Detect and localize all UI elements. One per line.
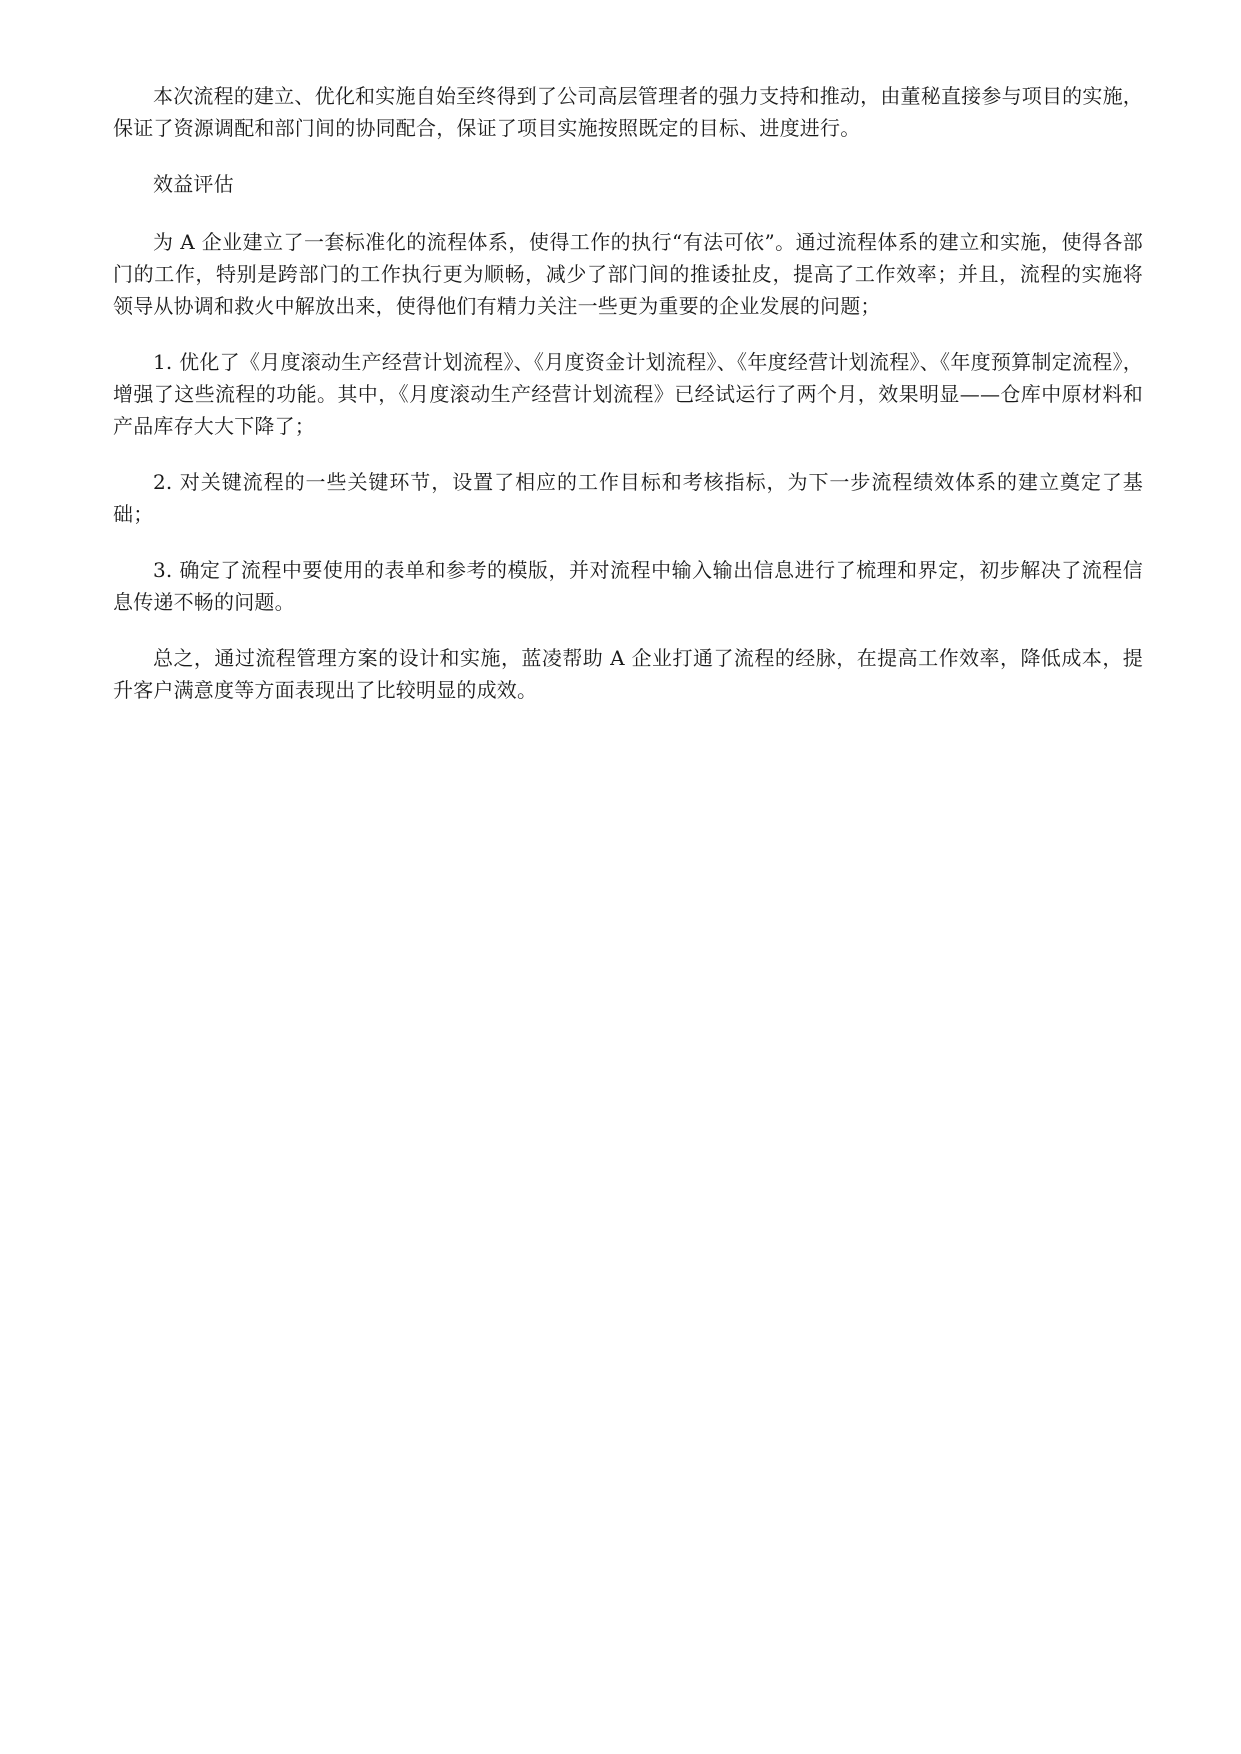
list-item-3: 3. 确定了流程中要使用的表单和参考的模版，并对流程中输入输出信息进行了梳理和界定，初步解决了流程信息传递不畅的问题。	[113, 558, 1143, 614]
paragraph-process-system: 为 A 企业建立了一套标准化的流程体系，使得工作的执行“有法可依”。通过流程体系的建立和实施，使得各部门的工作，特别是跨部门的工作执行更为顺畅，减少了部门间的推诿扯皮，提高了工作效率；并且，流程的实施将领导从协调和救火中解放出来，使得他们有精力关注一些更为重要的企业发展的问题；	[113, 230, 1143, 318]
document-page	[113, 80, 1143, 730]
list-item-1: 1. 优化了《月度滚动生产经营计划流程》、《月度资金计划流程》、《年度经营计划流程》、《年度预算制定流程》，增强了这些流程的功能。其中，《月度滚动生产经营计划流程》已经试运行了两个月，效果明显——仓库中原材料和产品库存大大下降了；	[113, 350, 1143, 438]
paragraph-conclusion: 总之，通过流程管理方案的设计和实施，蓝凌帮助 A 企业打通了流程的经脉，在提高工作效率，降低成本，提升客户满意度等方面表现出了比较明显的成效。	[113, 646, 1143, 702]
section-heading-benefit-evaluation: 效益评估	[153, 172, 234, 196]
list-item-2: 2. 对关键流程的一些关键环节，设置了相应的工作目标和考核指标，为下一步流程绩效体系的建立奠定了基础；	[113, 470, 1143, 526]
paragraph-intro: 本次流程的建立、优化和实施自始至终得到了公司高层管理者的强力支持和推动，由董秘直接参与项目的实施，保证了资源调配和部门间的协同配合，保证了项目实施按照既定的目标、进度进行。	[113, 84, 1143, 140]
